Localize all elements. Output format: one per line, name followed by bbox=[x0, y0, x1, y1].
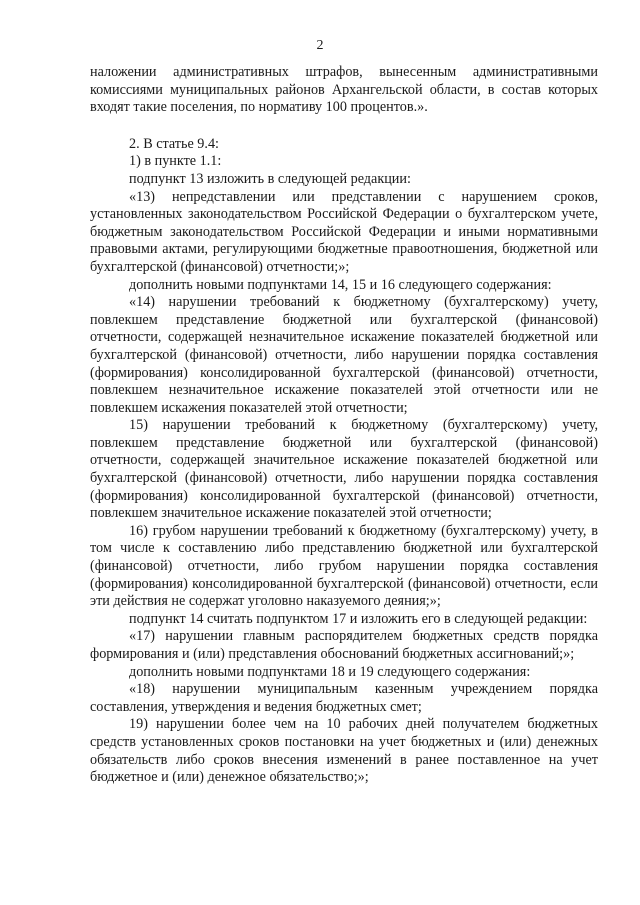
paragraph: дополнить новыми подпунктами 18 и 19 следующего содержания: bbox=[129, 663, 531, 680]
paragraph: 19) нарушении более чем на 10 рабочих дней получателем бюджетных средств установленных сроков постановки на учет бюджетных и (или) денежных обязательств либо сроков внесения изменений в ранее поставленное на учет бюджетное и (или) денежное обязательство;»; bbox=[90, 716, 598, 786]
paragraph: подпункт 13 изложить в следующей редакции: bbox=[129, 170, 411, 187]
paragraph: подпункт 14 считать подпунктом 17 и изложить его в следующей редакции: bbox=[129, 610, 588, 627]
document-body bbox=[90, 64, 598, 787]
page-number: 2 bbox=[316, 38, 324, 53]
paragraph: 1) в пункте 1.1: bbox=[129, 153, 222, 170]
paragraph: «14) нарушении требований к бюджетному (бухгалтерскому) учету, повлекшем представление бюджетной или бухгалтерской (финансовой) отчетности, содержащей незначительное искажение показателей бюджетной или бухгалтерской (финансовой) отчетности, либо нарушении порядка составления (формирования) консолидированной бухгалтерской (финансовой) отчетности, повлекшем незначительное искажение показателей этой отчетности или не повлекшем искажения показателей этой отчетности; bbox=[90, 294, 598, 416]
paragraph: наложении административных штрафов, вынесенным административными комиссиями муниципальных районов Архангельской области, в состав которых входят такие поселения, по нормативу 100 процентов.». bbox=[90, 64, 598, 116]
paragraph: «17) нарушении главным распорядителем бюджетных средств порядка формирования и (или) представления обоснований бюджетных ассигнований;»; bbox=[90, 628, 598, 662]
paragraph: 15) нарушении требований к бюджетному (бухгалтерскому) учету, повлекшем представление бюджетной или бухгалтерской (финансовой) отчетности, содержащей значительное искажение показателей бюджетной или бухгалтерской (финансовой) отчетности, либо нарушении порядка составления (формирования) консолидированной бухгалтерской (финансовой) отчетности, повлекшем значительное искажение показателей этой отчетности; bbox=[90, 417, 598, 522]
paragraph: 2. В статье 9.4: bbox=[129, 135, 219, 152]
paragraph: «18) нарушении муниципальным казенным учреждением порядка составления, утверждения и ведения бюджетных смет; bbox=[90, 681, 598, 715]
paragraph: «13) непредставлении или представлении с нарушением сроков, установленных законодательством Российской Федерации о бухгалтерском учете, бюджетным законодательством Российской Федерации и иными нормативными правовыми актами, регулирующими бюджетные правоотношения, бюджетной или бухгалтерской (финансовой) отчетности;»; bbox=[90, 188, 598, 275]
paragraph: 16) грубом нарушении требований к бюджетному (бухгалтерскому) учету, в том числе к составлению либо представлению бюджетной или бухгалтерской (финансовой) отчетности, либо грубом нарушении порядка составления (формирования) консолидированной бухгалтерской (финансовой) отчетности, если эти действия не содержат уголовно наказуемого деяния;»; bbox=[90, 522, 598, 610]
paragraph: дополнить новыми подпунктами 14, 15 и 16 следующего содержания: bbox=[129, 276, 552, 293]
